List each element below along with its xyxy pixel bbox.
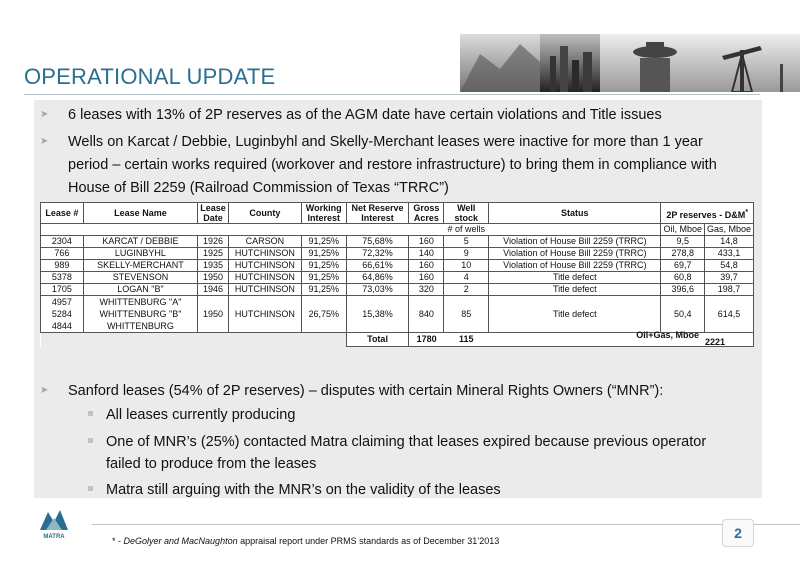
- table-cell: 64,86%: [346, 272, 409, 284]
- table-cell: 396,6: [661, 284, 705, 296]
- header-photo-strip: [460, 34, 800, 92]
- sub-bullet-mnr-claim-line1: One of MNR’s (25%) contacted Matra claiming that leases expired because previous operator: [106, 434, 707, 450]
- table-cell: 2: [444, 284, 489, 296]
- unit-oil: Oil, Mboe: [661, 224, 705, 236]
- table-cell: 4: [444, 272, 489, 284]
- total-label: Total: [346, 333, 409, 347]
- table-cell: 1925: [198, 248, 229, 260]
- unit-wells: # of wells: [444, 224, 489, 236]
- table-cell: 5: [444, 236, 489, 248]
- total-combined: Oil+Gas, Mboe2221: [489, 333, 754, 347]
- sub-bullet-icon: [88, 438, 93, 443]
- table-cell: CARSON: [229, 236, 302, 248]
- table-cell: 9: [444, 248, 489, 260]
- table-cell: [489, 224, 661, 236]
- table-cell: 766: [41, 248, 84, 260]
- leases-table: [40, 202, 754, 347]
- col-status: Status: [489, 203, 661, 224]
- table-cell: 10: [444, 260, 489, 272]
- col-county: County: [229, 203, 302, 224]
- bullet-arrow-icon: ➤: [40, 385, 49, 396]
- table-cell: Title defect: [489, 284, 661, 296]
- table-cell: 160: [409, 236, 444, 248]
- col-lease-no: Lease #: [41, 203, 84, 224]
- unit-gas: Gas, Mboe: [704, 224, 753, 236]
- table-cell: SKELLY-MERCHANT: [83, 260, 197, 272]
- bullet-inactive-wells-line3: House of Bill 2259 (Railroad Commission of Texas “TRRC”): [68, 180, 449, 196]
- table-cell: 5378: [41, 272, 84, 284]
- table-cell: 60,8: [661, 272, 705, 284]
- table-row: [41, 284, 754, 296]
- sub-bullet-mnr-claim-line2: failed to produce from the leases: [106, 456, 317, 472]
- table-row-group: [41, 296, 754, 333]
- table-cell: LUGINBYHL: [83, 248, 197, 260]
- table-units-row: [41, 224, 754, 236]
- group-lease-names: WHITTENBURG "A" WHITTENBURG "B" WHITTENBURG: [83, 296, 197, 333]
- table-cell: 91,25%: [301, 284, 346, 296]
- table-cell: 1950: [198, 272, 229, 284]
- table-cell: 14,8: [704, 236, 753, 248]
- table-cell: 91,25%: [301, 236, 346, 248]
- table-cell: HUTCHINSON: [229, 248, 302, 260]
- table-cell: 66,61%: [346, 260, 409, 272]
- table-cell: 91,25%: [301, 260, 346, 272]
- bullet-inactive-wells-line1: Wells on Karcat / Debbie, Luginbyhl and Skelly-Merchant leases were inactive for more than 1 year: [68, 134, 703, 150]
- total-acres: 1780: [409, 333, 444, 347]
- bullet-arrow-icon: ➤: [40, 109, 49, 120]
- table-cell: 9,5: [661, 236, 705, 248]
- table-cell: 85: [444, 296, 489, 333]
- table-cell: 75,68%: [346, 236, 409, 248]
- col-working-interest: Working Interest: [301, 203, 346, 224]
- table-header-row: [41, 203, 754, 224]
- sub-bullet-arguing: Matra still arguing with the MNR’s on the validity of the leases: [106, 482, 501, 498]
- table-row: [41, 248, 754, 260]
- table-cell: 160: [409, 272, 444, 284]
- table-cell: KARCAT / DEBBIE: [83, 236, 197, 248]
- table-cell: Title defect: [489, 272, 661, 284]
- bullet-inactive-wells-line2: period – certain works required (workover and restore infrastructure) to bring them in compliance with: [68, 157, 717, 173]
- table-cell: Violation of House Bill 2259 (TRRC): [489, 236, 661, 248]
- table-cell: 91,25%: [301, 272, 346, 284]
- table-cell: 39,7: [704, 272, 753, 284]
- table-cell: 72,32%: [346, 248, 409, 260]
- sub-bullet-icon: [88, 486, 93, 491]
- bullet-arrow-icon: ➤: [40, 136, 49, 147]
- bullet-violations: 6 leases with 13% of 2P reserves as of the AGM date have certain violations and Title issues: [68, 107, 662, 123]
- col-net-reserve-interest: Net Reserve Interest: [346, 203, 409, 224]
- matra-logo: [34, 504, 74, 544]
- table-cell: [41, 224, 444, 236]
- total-wells: 115: [444, 333, 489, 347]
- table-cell: HUTCHINSON: [229, 296, 302, 333]
- table-cell: 2304: [41, 236, 84, 248]
- col-2p-reserves: 2P reserves - D&M*: [661, 203, 754, 224]
- table-cell: HUTCHINSON: [229, 260, 302, 272]
- col-lease-name: Lease Name: [83, 203, 197, 224]
- table-cell: Violation of House Bill 2259 (TRRC): [489, 248, 661, 260]
- col-lease-date: Lease Date: [198, 203, 229, 224]
- page-number: 2: [722, 519, 754, 547]
- table-cell: 840: [409, 296, 444, 333]
- title-divider: [24, 94, 760, 95]
- group-lease-nos: 4957 5284 4844: [41, 296, 84, 333]
- table-cell: 54,8: [704, 260, 753, 272]
- table-cell: 160: [409, 260, 444, 272]
- page-title: OPERATIONAL UPDATE: [24, 64, 276, 89]
- table-cell: 1926: [198, 236, 229, 248]
- table-cell: 15,38%: [346, 296, 409, 333]
- footnote: * - DeGolyer and MacNaughton appraisal report under PRMS standards as of December 31’2013: [112, 536, 500, 546]
- table-cell: 50,4: [661, 296, 705, 333]
- table-row: [41, 272, 754, 284]
- table-cell: LOGAN "B": [83, 284, 197, 296]
- bullet-sanford: Sanford leases (54% of 2P reserves) – disputes with certain Mineral Rights Owners (“MNR”):: [68, 383, 664, 399]
- table-cell: 278,8: [661, 248, 705, 260]
- sub-bullet-icon: [88, 411, 93, 416]
- table-cell: STEVENSON: [83, 272, 197, 284]
- table-cell: 69,7: [661, 260, 705, 272]
- table-cell: 614,5: [704, 296, 753, 333]
- table-cell: HUTCHINSON: [229, 284, 302, 296]
- table-cell: 320: [409, 284, 444, 296]
- pumpjack-photo: [710, 34, 800, 92]
- table-cell: 140: [409, 248, 444, 260]
- table-cell: Title defect: [489, 296, 661, 333]
- table-cell: 26,75%: [301, 296, 346, 333]
- header-photos-image: [460, 34, 800, 92]
- table-cell: 198,7: [704, 284, 753, 296]
- table-cell: HUTCHINSON: [229, 272, 302, 284]
- col-gross-acres: Gross Acres: [409, 203, 444, 224]
- logo-text: MATRA: [43, 534, 65, 540]
- table-total-row: [41, 333, 754, 347]
- sub-bullet-producing: All leases currently producing: [106, 407, 296, 423]
- table-cell: 91,25%: [301, 248, 346, 260]
- footer-divider: [92, 524, 800, 525]
- table-cell: Violation of House Bill 2259 (TRRC): [489, 260, 661, 272]
- table-cell: 1705: [41, 284, 84, 296]
- table-cell: 989: [41, 260, 84, 272]
- table-row: [41, 236, 754, 248]
- table-row: [41, 260, 754, 272]
- table-cell: 1946: [198, 284, 229, 296]
- table-cell: 433,1: [704, 248, 753, 260]
- col-well-stock: Well stock: [444, 203, 489, 224]
- table-cell: 1935: [198, 260, 229, 272]
- table-cell: 1950: [198, 296, 229, 333]
- table-cell: 73,03%: [346, 284, 409, 296]
- table-cell: [41, 333, 347, 347]
